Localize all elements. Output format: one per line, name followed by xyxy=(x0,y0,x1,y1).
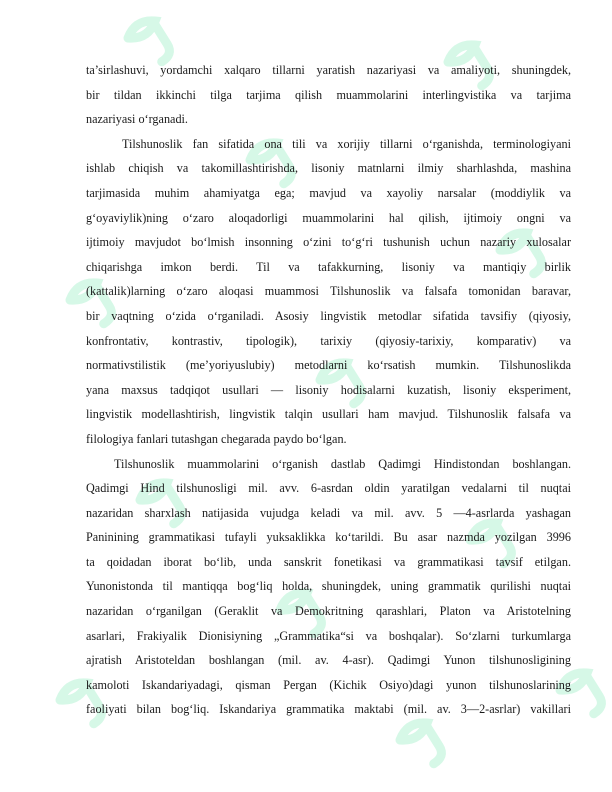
text-line: ta qoidadan iborat bo‘lib, unda sanskrit fonetikasi va grammatikasi tavsif etilgan. xyxy=(86,554,571,569)
text-line: Tilshunoslik fan sifatida ona tili va xorijiy tillarni o‘rganishda, terminologiyani xyxy=(122,136,571,151)
paragraph-3 xyxy=(86,452,571,723)
text-line: Yunonistonda til mantiqqa bog‘liq holda, shuningdek, uning grammatik qurilishi nuqtai xyxy=(86,579,571,594)
text-line: Qadimgi Hind tilshunosligi mil. avv. 6-asrdan oldin yaratilgan vedalarni til nuqtai xyxy=(86,481,571,496)
text-line: ta’sirlashuvi, yordamchi xalqaro tillarni yaratish nazariyasi va amaliyoti, shuningdek, xyxy=(86,63,571,77)
text-line: lingvistik modellashtirish, lingvistik talqin usullari ham mavjud. Tilshunoslik falsafa va xyxy=(86,407,571,422)
text-line: nazaridan o‘rganilgan (Geraklit va Demokritning qarashlari, Platon va Aristotelning xyxy=(86,604,571,619)
body-text xyxy=(86,58,571,722)
text-line: kamoloti Iskandariyadagi, qisman Pergan (Kichik Osiyo)dagi yunon tilshunoslarining xyxy=(86,677,571,692)
paragraph-1 xyxy=(86,58,571,132)
text-line: konfrontativ, kontrastiv, tipologik), tarixiy (qiyosiy-tarixiy, komparativ) va xyxy=(86,333,571,348)
text-line: asarlari, Frakiyalik Dionisiyning „Grammatika“si va boshqalar). So‘zlarni turkumlarga xyxy=(86,628,571,643)
text-line: faoliyati bilan bog‘liq. Iskandariya grammatika maktabi (mil. av. 3—2-asrlar) vakillari xyxy=(86,702,571,717)
text-line: filologiya fanlari tutashgan chegarada paydo bo‘lgan. xyxy=(86,431,347,446)
text-line: (kattalik)larning o‘zaro aloqasi muammosi Tilshunoslik va falsafa tomonidan baravar, xyxy=(86,284,571,299)
text-line: ijtimoiy mavjudot bo‘lmish insonning o‘zini to‘g‘ri tushunish uchun nazariy xulosalar xyxy=(86,235,571,250)
watermark-mark xyxy=(397,718,447,772)
text-line: nazaridan sharxlash natijasida vujudga keladi va mil. avv. 5 —4-asrlarda yashagan xyxy=(86,505,571,520)
paragraph-2 xyxy=(86,132,571,452)
text-line: chiqarishga imkon berdi. Til va tafakkurning, lisoniy va mantiqiy birlik xyxy=(86,259,571,274)
text-line: bir tildan ikkinchi tilga tarjima qilish muammolarini interlingvistika va tarjima xyxy=(86,87,571,102)
text-line: bir vaqtning o‘zida o‘rganiladi. Asosiy lingvistik metodlar sifatida tavsifiy (qiyosiy, xyxy=(86,308,571,323)
text-line: Tilshunoslik muammolarini o‘rganish dastlab Qadimgi Hindistondan boshlangan. xyxy=(114,456,571,471)
text-line: Paninining grammatikasi tufayli yuksaklikka ko‘tarildi. Bu asar nazmda yozilgan 3996 xyxy=(86,530,571,545)
text-line: ajratish Aristoteldan boshlangan (mil. av. 4-asr). Qadimgi Yunon tilshunosligining xyxy=(86,653,571,668)
text-line: g‘oyaviylik)ning o‘zaro aloqadorligi muammolarini hal qilish, ijtimoiy ongni va xyxy=(86,210,571,225)
text-line: ishlab chiqish va takomillashtirishda, lisoniy matnlarni ilmiy sharhlashda, mashina xyxy=(86,161,571,176)
text-line: nazariyasi o‘rganadi. xyxy=(86,112,188,127)
text-line: normativstilistik (me’yoriyuslubiy) metodlarni ko‘rsatish mumkin. Tilshunoslikda xyxy=(86,358,571,373)
text-line: yana maxsus tadqiqot usullari — lisoniy hodisalarni kuzatish, lisoniy eksperiment, xyxy=(86,382,571,397)
text-line: tarjimasida muhim ahamiyatga ega; mavjud va xayoliy narsalar (moddiylik va xyxy=(86,185,571,200)
